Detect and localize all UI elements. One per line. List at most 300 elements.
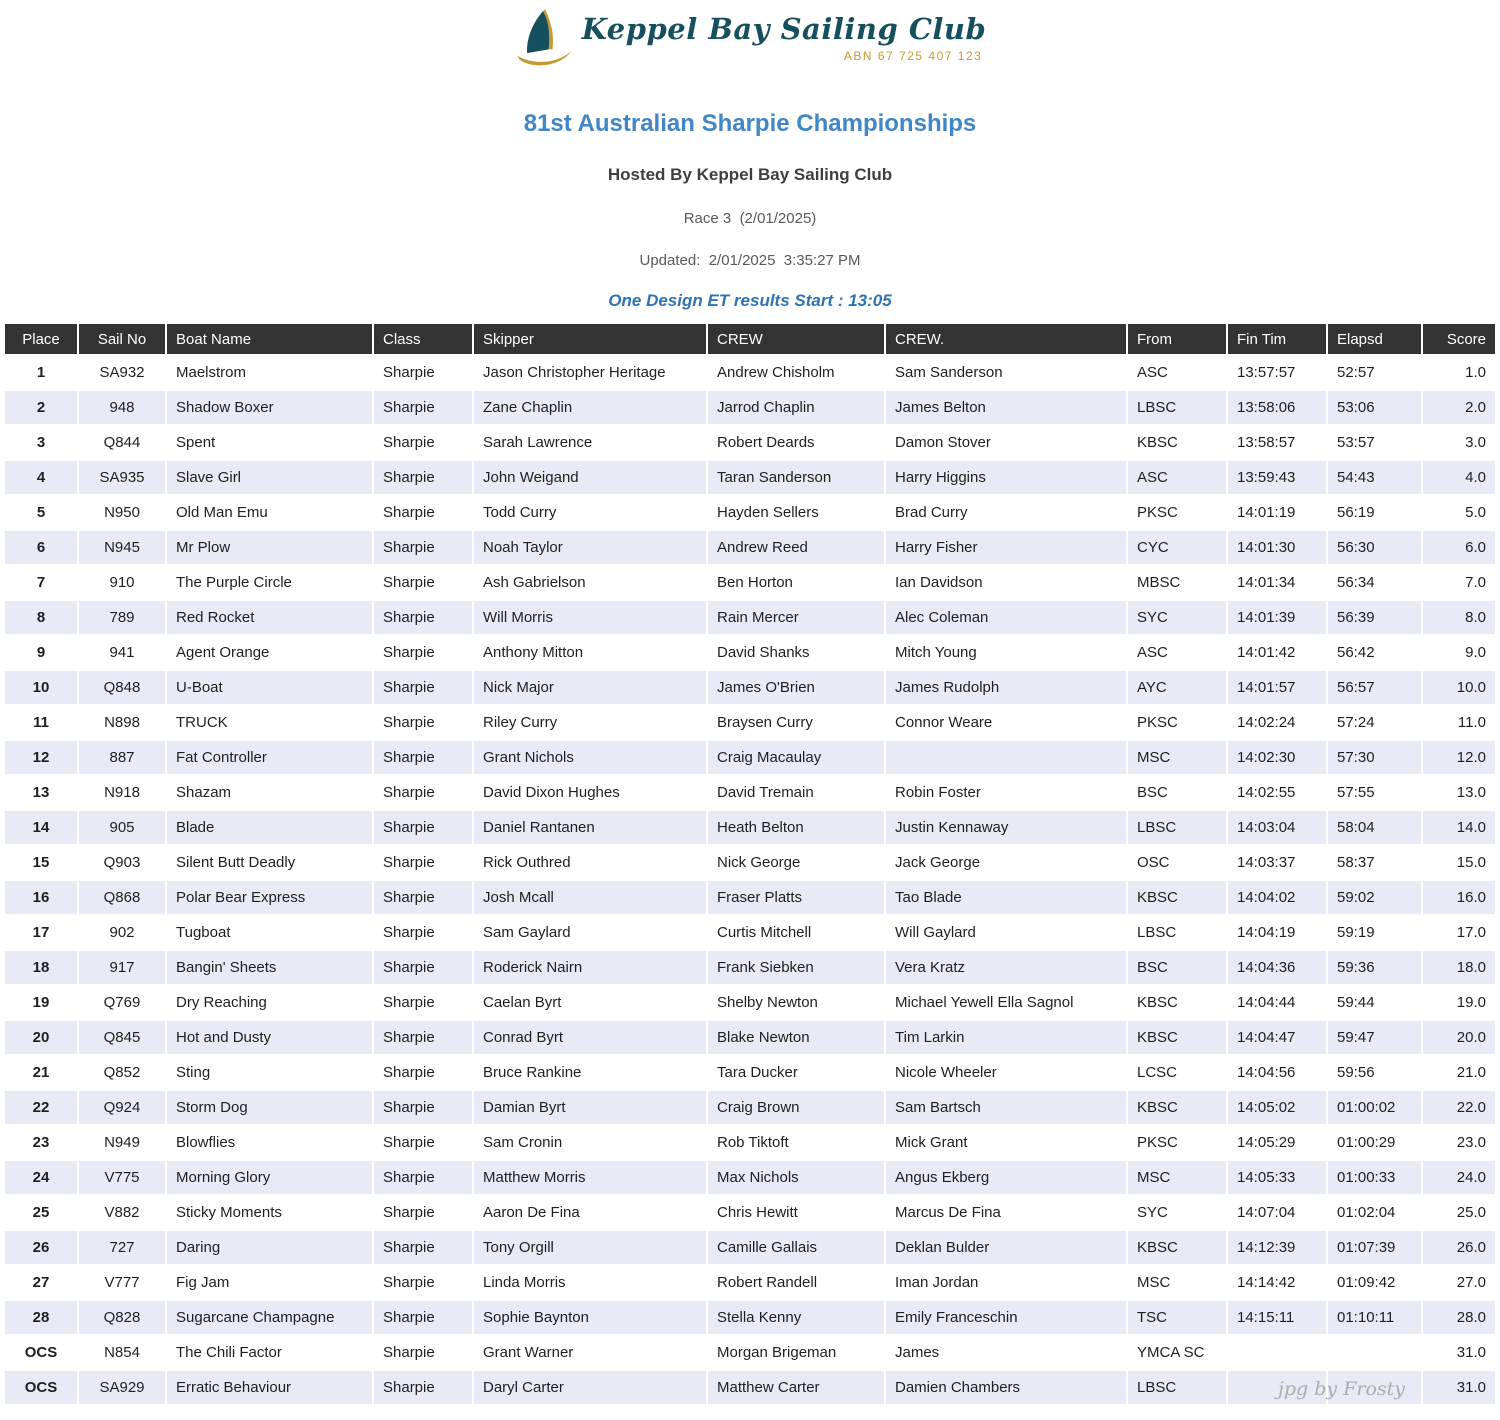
cell-boat_name: Old Man Emu [167, 496, 372, 529]
cell-boat_name: Sting [167, 1056, 372, 1089]
cell-skipper: Matthew Morris [474, 1161, 706, 1194]
cell-place: 16 [5, 881, 77, 914]
table-row [5, 391, 1495, 424]
cell-score: 10.0 [1423, 671, 1495, 704]
cell-crew2: Michael Yewell Ella Sagnol [886, 986, 1126, 1019]
club-logo-text [582, 6, 987, 63]
cell-from: MSC [1128, 741, 1226, 774]
cell-sail_no: V882 [79, 1196, 165, 1229]
cell-from: BSC [1128, 951, 1226, 984]
cell-place: 1 [5, 356, 77, 389]
page-title: 81st Australian Sharpie Championships [523, 110, 977, 137]
cell-from: ASC [1128, 356, 1226, 389]
cell-crew2: James [886, 1336, 1126, 1369]
cell-skipper: Roderick Nairn [474, 951, 706, 984]
cell-skipper: Linda Morris [474, 1266, 706, 1299]
cell-score: 19.0 [1423, 986, 1495, 1019]
cell-score: 2.0 [1423, 391, 1495, 424]
cell-fin_tim: 13:58:06 [1228, 391, 1326, 424]
table-row [5, 1021, 1495, 1054]
cell-from: PKSC [1128, 1126, 1226, 1159]
column-header-sail_no: Sail No [79, 324, 165, 354]
cell-score: 11.0 [1423, 706, 1495, 739]
cell-fin_tim: 13:59:43 [1228, 461, 1326, 494]
cell-class: Sharpie [374, 741, 472, 774]
cell-crew: Morgan Brigeman [708, 1336, 884, 1369]
page-subtitle: Hosted By Keppel Bay Sailing Club [607, 165, 893, 184]
column-header-boat_name: Boat Name [167, 324, 372, 354]
cell-skipper: Jason Christopher Heritage [474, 356, 706, 389]
cell-elapsd: 57:24 [1328, 706, 1421, 739]
cell-score: 27.0 [1423, 1266, 1495, 1299]
cell-from: ASC [1128, 461, 1226, 494]
cell-place: 2 [5, 391, 77, 424]
cell-skipper: David Dixon Hughes [474, 776, 706, 809]
cell-place: 20 [5, 1021, 77, 1054]
cell-fin_tim: 14:04:19 [1228, 916, 1326, 949]
cell-from: KBSC [1128, 1231, 1226, 1264]
cell-class: Sharpie [374, 636, 472, 669]
cell-crew: Tara Ducker [708, 1056, 884, 1089]
race-line: Race 3 (2/01/2025) [683, 210, 817, 227]
cell-boat_name: Mr Plow [167, 531, 372, 564]
cell-boat_name: Sugarcane Champagne [167, 1301, 372, 1334]
cell-fin_tim: 14:01:39 [1228, 601, 1326, 634]
cell-score: 31.0 [1423, 1371, 1495, 1404]
cell-from: KBSC [1128, 1091, 1226, 1124]
results-table [3, 322, 1497, 1406]
cell-class: Sharpie [374, 496, 472, 529]
cell-crew: Jarrod Chaplin [708, 391, 884, 424]
cell-elapsd: 58:37 [1328, 846, 1421, 879]
cell-crew: Camille Gallais [708, 1231, 884, 1264]
table-row [5, 1371, 1495, 1404]
cell-skipper: Nick Major [474, 671, 706, 704]
cell-crew: Braysen Curry [708, 706, 884, 739]
cell-score: 1.0 [1423, 356, 1495, 389]
cell-sail_no: Q845 [79, 1021, 165, 1054]
cell-crew2: Marcus De Fina [886, 1196, 1126, 1229]
cell-boat_name: Slave Girl [167, 461, 372, 494]
cell-boat_name: Bangin' Sheets [167, 951, 372, 984]
cell-fin_tim: 14:04:56 [1228, 1056, 1326, 1089]
cell-score: 5.0 [1423, 496, 1495, 529]
cell-skipper: Josh Mcall [474, 881, 706, 914]
table-row [5, 1231, 1495, 1264]
cell-sail_no: N949 [79, 1126, 165, 1159]
table-row [5, 1056, 1495, 1089]
cell-boat_name: Tugboat [167, 916, 372, 949]
cell-crew: Max Nichols [708, 1161, 884, 1194]
table-row [5, 566, 1495, 599]
cell-skipper: Daniel Rantanen [474, 811, 706, 844]
cell-class: Sharpie [374, 356, 472, 389]
cell-crew: David Tremain [708, 776, 884, 809]
cell-from: PKSC [1128, 496, 1226, 529]
cell-elapsd: 01:02:04 [1328, 1196, 1421, 1229]
cell-crew: Rain Mercer [708, 601, 884, 634]
cell-boat_name: Storm Dog [167, 1091, 372, 1124]
cell-skipper: Will Morris [474, 601, 706, 634]
cell-sail_no: 948 [79, 391, 165, 424]
cell-skipper: John Weigand [474, 461, 706, 494]
cell-place: 21 [5, 1056, 77, 1089]
cell-crew2: Deklan Bulder [886, 1231, 1126, 1264]
cell-class: Sharpie [374, 1161, 472, 1194]
table-row [5, 811, 1495, 844]
table-row [5, 986, 1495, 1019]
cell-crew2: Robin Foster [886, 776, 1126, 809]
cell-skipper: Riley Curry [474, 706, 706, 739]
cell-crew: Rob Tiktoft [708, 1126, 884, 1159]
cell-fin_tim: 14:05:33 [1228, 1161, 1326, 1194]
cell-elapsd: 57:55 [1328, 776, 1421, 809]
results-start-line: One Design ET results Start : 13:05 [608, 291, 892, 310]
cell-crew: Matthew Carter [708, 1371, 884, 1404]
cell-boat_name: Polar Bear Express [167, 881, 372, 914]
table-row [5, 601, 1495, 634]
table-row [5, 1266, 1495, 1299]
cell-sail_no: N854 [79, 1336, 165, 1369]
table-row [5, 671, 1495, 704]
table-row [5, 1196, 1495, 1229]
cell-crew2: Mitch Young [886, 636, 1126, 669]
cell-fin_tim: 14:02:30 [1228, 741, 1326, 774]
table-row [5, 741, 1495, 774]
cell-skipper: Sam Gaylard [474, 916, 706, 949]
cell-boat_name: The Purple Circle [167, 566, 372, 599]
cell-sail_no: N945 [79, 531, 165, 564]
cell-place: 15 [5, 846, 77, 879]
cell-elapsd: 59:56 [1328, 1056, 1421, 1089]
cell-skipper: Grant Nichols [474, 741, 706, 774]
cell-place: 18 [5, 951, 77, 984]
cell-skipper: Conrad Byrt [474, 1021, 706, 1054]
cell-crew: Heath Belton [708, 811, 884, 844]
cell-place: 12 [5, 741, 77, 774]
column-header-elapsd: Elapsd [1328, 324, 1421, 354]
cell-class: Sharpie [374, 1336, 472, 1369]
cell-crew2: Harry Higgins [886, 461, 1126, 494]
cell-boat_name: Blade [167, 811, 372, 844]
cell-boat_name: Sticky Moments [167, 1196, 372, 1229]
cell-score: 12.0 [1423, 741, 1495, 774]
cell-class: Sharpie [374, 461, 472, 494]
cell-place: 5 [5, 496, 77, 529]
cell-class: Sharpie [374, 811, 472, 844]
table-row [5, 496, 1495, 529]
cell-elapsd: 59:47 [1328, 1021, 1421, 1054]
cell-boat_name: Daring [167, 1231, 372, 1264]
cell-sail_no: Q903 [79, 846, 165, 879]
cell-crew: Curtis Mitchell [708, 916, 884, 949]
cell-skipper: Noah Taylor [474, 531, 706, 564]
cell-fin_tim: 14:01:57 [1228, 671, 1326, 704]
cell-skipper: Ash Gabrielson [474, 566, 706, 599]
cell-class: Sharpie [374, 916, 472, 949]
cell-sail_no: N918 [79, 776, 165, 809]
cell-crew2: Nicole Wheeler [886, 1056, 1126, 1089]
cell-elapsd: 59:44 [1328, 986, 1421, 1019]
column-header-from: From [1128, 324, 1226, 354]
cell-fin_tim: 14:07:04 [1228, 1196, 1326, 1229]
cell-place: 13 [5, 776, 77, 809]
cell-boat_name: Erratic Behaviour [167, 1371, 372, 1404]
cell-score: 3.0 [1423, 426, 1495, 459]
cell-crew2 [886, 741, 1126, 774]
cell-elapsd: 53:57 [1328, 426, 1421, 459]
cell-class: Sharpie [374, 1126, 472, 1159]
cell-place: 3 [5, 426, 77, 459]
cell-sail_no: V777 [79, 1266, 165, 1299]
cell-crew: Fraser Platts [708, 881, 884, 914]
cell-class: Sharpie [374, 846, 472, 879]
cell-class: Sharpie [374, 881, 472, 914]
cell-elapsd: 53:06 [1328, 391, 1421, 424]
column-header-crew: CREW [708, 324, 884, 354]
cell-crew: Craig Macaulay [708, 741, 884, 774]
table-row [5, 1301, 1495, 1334]
cell-score: 7.0 [1423, 566, 1495, 599]
cell-fin_tim: 14:12:39 [1228, 1231, 1326, 1264]
cell-skipper: Aaron De Fina [474, 1196, 706, 1229]
cell-fin_tim [1228, 1336, 1326, 1369]
cell-sail_no: Q868 [79, 881, 165, 914]
cell-crew2: Vera Kratz [886, 951, 1126, 984]
cell-elapsd: 59:02 [1328, 881, 1421, 914]
cell-from: KBSC [1128, 986, 1226, 1019]
cell-place: OCS [5, 1371, 77, 1404]
cell-class: Sharpie [374, 1371, 472, 1404]
column-header-fin_tim: Fin Tim [1228, 324, 1326, 354]
cell-place: 25 [5, 1196, 77, 1229]
cell-fin_tim: 14:02:55 [1228, 776, 1326, 809]
table-row [5, 1161, 1495, 1194]
table-row [5, 776, 1495, 809]
cell-place: 7 [5, 566, 77, 599]
table-row [5, 636, 1495, 669]
cell-class: Sharpie [374, 601, 472, 634]
cell-crew2: James Rudolph [886, 671, 1126, 704]
cell-score: 9.0 [1423, 636, 1495, 669]
cell-boat_name: TRUCK [167, 706, 372, 739]
cell-fin_tim: 14:14:42 [1228, 1266, 1326, 1299]
cell-fin_tim: 14:01:42 [1228, 636, 1326, 669]
cell-elapsd [1328, 1336, 1421, 1369]
cell-from: MSC [1128, 1161, 1226, 1194]
cell-from: PKSC [1128, 706, 1226, 739]
table-row [5, 531, 1495, 564]
cell-fin_tim: 14:04:36 [1228, 951, 1326, 984]
cell-fin_tim: 14:05:29 [1228, 1126, 1326, 1159]
cell-elapsd: 01:00:29 [1328, 1126, 1421, 1159]
cell-elapsd: 56:34 [1328, 566, 1421, 599]
cell-place: 10 [5, 671, 77, 704]
cell-boat_name: Blowflies [167, 1126, 372, 1159]
cell-fin_tim: 14:04:44 [1228, 986, 1326, 1019]
cell-from: KBSC [1128, 426, 1226, 459]
cell-sail_no: Q828 [79, 1301, 165, 1334]
column-header-skipper: Skipper [474, 324, 706, 354]
cell-fin_tim: 13:57:57 [1228, 356, 1326, 389]
cell-from: KBSC [1128, 881, 1226, 914]
cell-crew: James O'Brien [708, 671, 884, 704]
cell-sail_no: 941 [79, 636, 165, 669]
cell-boat_name: Shazam [167, 776, 372, 809]
cell-score: 18.0 [1423, 951, 1495, 984]
cell-place: 8 [5, 601, 77, 634]
cell-elapsd: 01:07:39 [1328, 1231, 1421, 1264]
cell-crew: David Shanks [708, 636, 884, 669]
cell-crew: Blake Newton [708, 1021, 884, 1054]
cell-from: MSC [1128, 1266, 1226, 1299]
cell-elapsd: 59:36 [1328, 951, 1421, 984]
cell-class: Sharpie [374, 1091, 472, 1124]
cell-crew: Ben Horton [708, 566, 884, 599]
cell-crew2: Justin Kennaway [886, 811, 1126, 844]
cell-place: 28 [5, 1301, 77, 1334]
cell-place: 23 [5, 1126, 77, 1159]
table-row [5, 916, 1495, 949]
cell-crew: Robert Deards [708, 426, 884, 459]
cell-elapsd: 01:09:42 [1328, 1266, 1421, 1299]
cell-boat_name: Spent [167, 426, 372, 459]
cell-sail_no: SA935 [79, 461, 165, 494]
cell-place: 27 [5, 1266, 77, 1299]
cell-boat_name: Red Rocket [167, 601, 372, 634]
cell-place: 26 [5, 1231, 77, 1264]
cell-crew2: Sam Bartsch [886, 1091, 1126, 1124]
cell-fin_tim: 14:03:37 [1228, 846, 1326, 879]
cell-crew2: Tim Larkin [886, 1021, 1126, 1054]
cell-score: 14.0 [1423, 811, 1495, 844]
table-header-row [5, 324, 1495, 354]
cell-from: CYC [1128, 531, 1226, 564]
cell-crew2: Alec Coleman [886, 601, 1126, 634]
cell-score: 28.0 [1423, 1301, 1495, 1334]
cell-from: LBSC [1128, 811, 1226, 844]
cell-score: 25.0 [1423, 1196, 1495, 1229]
cell-crew2: James Belton [886, 391, 1126, 424]
cell-class: Sharpie [374, 671, 472, 704]
cell-elapsd: 56:19 [1328, 496, 1421, 529]
cell-sail_no: 910 [79, 566, 165, 599]
cell-crew: Craig Brown [708, 1091, 884, 1124]
cell-crew2: Mick Grant [886, 1126, 1126, 1159]
cell-crew2: Sam Sanderson [886, 356, 1126, 389]
cell-from: LBSC [1128, 391, 1226, 424]
cell-score: 24.0 [1423, 1161, 1495, 1194]
cell-crew2: Emily Franceschin [886, 1301, 1126, 1334]
cell-sail_no: N950 [79, 496, 165, 529]
cell-crew2: Jack George [886, 846, 1126, 879]
cell-skipper: Bruce Rankine [474, 1056, 706, 1089]
cell-sail_no: Q848 [79, 671, 165, 704]
cell-crew2: Damien Chambers [886, 1371, 1126, 1404]
cell-sail_no: SA929 [79, 1371, 165, 1404]
cell-sail_no: Q852 [79, 1056, 165, 1089]
cell-skipper: Rick Outhred [474, 846, 706, 879]
cell-fin_tim: 14:04:47 [1228, 1021, 1326, 1054]
cell-fin_tim: 14:01:19 [1228, 496, 1326, 529]
cell-fin_tim: 14:02:24 [1228, 706, 1326, 739]
cell-elapsd: 01:10:11 [1328, 1301, 1421, 1334]
cell-fin_tim: 13:58:57 [1228, 426, 1326, 459]
cell-from: ASC [1128, 636, 1226, 669]
club-name: Keppel Bay Sailing Club [581, 12, 987, 46]
cell-place: 24 [5, 1161, 77, 1194]
cell-sail_no: Q924 [79, 1091, 165, 1124]
cell-fin_tim: 14:03:04 [1228, 811, 1326, 844]
table-row [5, 881, 1495, 914]
cell-skipper: Tony Orgill [474, 1231, 706, 1264]
cell-from: TSC [1128, 1301, 1226, 1334]
cell-elapsd: 56:42 [1328, 636, 1421, 669]
cell-fin_tim: 14:15:11 [1228, 1301, 1326, 1334]
cell-boat_name: Maelstrom [167, 356, 372, 389]
cell-crew: Robert Randell [708, 1266, 884, 1299]
cell-boat_name: Agent Orange [167, 636, 372, 669]
cell-crew: Hayden Sellers [708, 496, 884, 529]
cell-class: Sharpie [374, 1266, 472, 1299]
column-header-place: Place [5, 324, 77, 354]
cell-boat_name: U-Boat [167, 671, 372, 704]
cell-score: 15.0 [1423, 846, 1495, 879]
cell-fin_tim: 14:01:34 [1228, 566, 1326, 599]
cell-score: 31.0 [1423, 1336, 1495, 1369]
cell-boat_name: Fat Controller [167, 741, 372, 774]
page-header [0, 0, 1500, 311]
cell-class: Sharpie [374, 951, 472, 984]
cell-boat_name: Shadow Boxer [167, 391, 372, 424]
cell-place: 17 [5, 916, 77, 949]
cell-crew: Frank Siebken [708, 951, 884, 984]
cell-crew2: Connor Weare [886, 706, 1126, 739]
cell-elapsd: 54:43 [1328, 461, 1421, 494]
cell-class: Sharpie [374, 391, 472, 424]
cell-skipper: Grant Warner [474, 1336, 706, 1369]
cell-score: 26.0 [1423, 1231, 1495, 1264]
cell-class: Sharpie [374, 1056, 472, 1089]
cell-class: Sharpie [374, 776, 472, 809]
cell-elapsd: 57:30 [1328, 741, 1421, 774]
cell-sail_no: V775 [79, 1161, 165, 1194]
cell-score: 16.0 [1423, 881, 1495, 914]
cell-from: YMCA SC [1128, 1336, 1226, 1369]
cell-place: 9 [5, 636, 77, 669]
cell-elapsd: 56:39 [1328, 601, 1421, 634]
watermark: jpg by Frosty [1278, 1378, 1406, 1400]
cell-from: KBSC [1128, 1021, 1226, 1054]
cell-sail_no: Q844 [79, 426, 165, 459]
sailboat-icon [514, 6, 574, 74]
cell-elapsd: 59:19 [1328, 916, 1421, 949]
cell-score: 4.0 [1423, 461, 1495, 494]
cell-from: LBSC [1128, 916, 1226, 949]
cell-score: 6.0 [1423, 531, 1495, 564]
cell-sail_no: 902 [79, 916, 165, 949]
table-row [5, 426, 1495, 459]
cell-place: 14 [5, 811, 77, 844]
cell-from: AYC [1128, 671, 1226, 704]
club-logo [0, 6, 1500, 86]
column-header-crew2: CREW. [886, 324, 1126, 354]
cell-boat_name: Fig Jam [167, 1266, 372, 1299]
cell-sail_no: 887 [79, 741, 165, 774]
cell-boat_name: Silent Butt Deadly [167, 846, 372, 879]
cell-sail_no: SA932 [79, 356, 165, 389]
cell-skipper: Caelan Byrt [474, 986, 706, 1019]
